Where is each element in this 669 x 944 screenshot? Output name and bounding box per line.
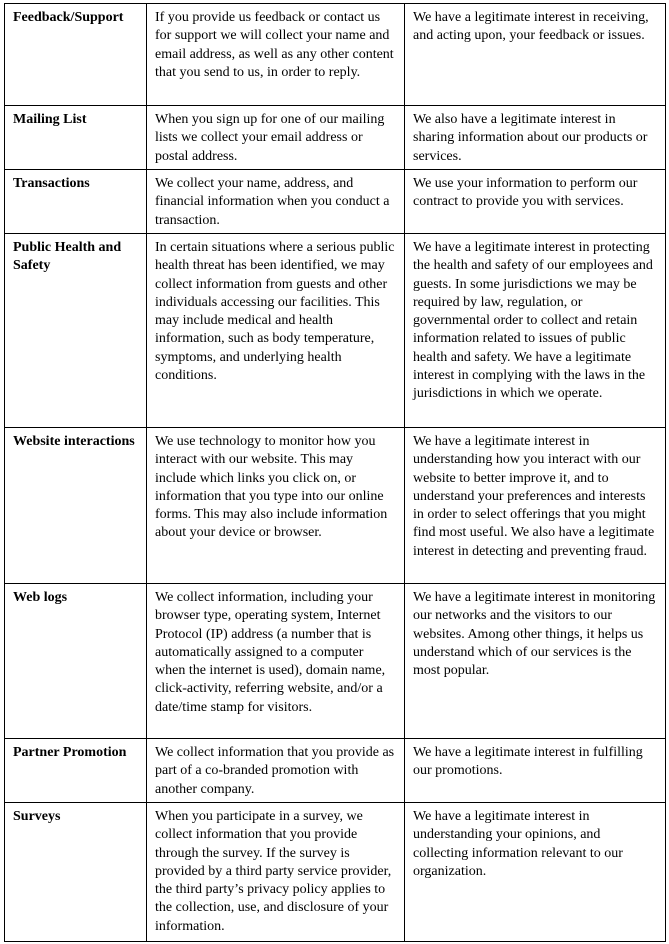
legal-basis-cell: We have a legitimate interest in understanding how you interact with our website to better improve it, and to understand your preferences and interests in order to select offerings that you might find most useful. We also have a legitimate interest in detecting and preventing fraud.: [405, 428, 666, 584]
collection-cell: We collect information, including your browser type, operating system, Internet Protocol (IP) address (a number that is automatically assigned to a computer when the internet is used), domain name, click-activity, referring website, and/or a date/time stamp for visitors.: [147, 584, 405, 739]
category-cell: Website interactions: [5, 428, 147, 584]
category-cell: Mailing List: [5, 106, 147, 170]
collection-cell: When you participate in a survey, we collect information that you provide through the survey. If the survey is provided by a third party service provider, the third party’s privacy policy applies to the collection, use, and disclosure of your information.: [147, 803, 405, 942]
category-cell: Public Health and Safety: [5, 234, 147, 428]
collection-cell: We collect information that you provide as part of a co-branded promotion with another company.: [147, 739, 405, 803]
collection-cell: We use technology to monitor how you interact with our website. This may include which links you click on, or information that you type into our online forms. This may also include information about your device or browser.: [147, 428, 405, 584]
legal-basis-cell: We use your information to perform our contract to provide you with services.: [405, 170, 666, 234]
category-cell: Transactions: [5, 170, 147, 234]
legal-basis-cell: We have a legitimate interest in fulfilling our promotions.: [405, 739, 666, 803]
legal-basis-cell: We also have a legitimate interest in sharing information about our products or services.: [405, 106, 666, 170]
collection-cell: We collect your name, address, and financial information when you conduct a transaction.: [147, 170, 405, 234]
table-row: [5, 234, 666, 428]
collection-cell: When you sign up for one of our mailing lists we collect your email address or postal address.: [147, 106, 405, 170]
table-row: [5, 106, 666, 170]
table-row: [5, 803, 666, 942]
collection-cell: In certain situations where a serious public health threat has been identified, we may collect information from guests and other individuals accessing our facilities. This may include medical and health information, such as body temperature, symptoms, and underlying health conditions.: [147, 234, 405, 428]
privacy-data-table: [4, 3, 666, 942]
table-row: [5, 170, 666, 234]
legal-basis-cell: We have a legitimate interest in understanding your opinions, and collecting information relevant to our organization.: [405, 803, 666, 942]
table-row: [5, 428, 666, 584]
category-cell: Web logs: [5, 584, 147, 739]
legal-basis-cell: We have a legitimate interest in protecting the health and safety of our employees and guests. In some jurisdictions we may be required by law, regulation, or governmental order to collect and retain information related to issues of public health and safety. We have a legitimate interest in complying with the laws in the jurisdictions in which we operate.: [405, 234, 666, 428]
category-cell: Partner Promotion: [5, 739, 147, 803]
legal-basis-cell: We have a legitimate interest in receiving, and acting upon, your feedback or issues.: [405, 4, 666, 106]
category-cell: Surveys: [5, 803, 147, 942]
table-row: [5, 4, 666, 106]
collection-cell: If you provide us feedback or contact us for support we will collect your name and email address, as well as any other content that you send to us, in order to reply.: [147, 4, 405, 106]
legal-basis-cell: We have a legitimate interest in monitoring our networks and the visitors to our websites. Among other things, it helps us understand which of our services is the most popular.: [405, 584, 666, 739]
table-row: [5, 739, 666, 803]
table-row: [5, 584, 666, 739]
category-cell: Feedback/Support: [5, 4, 147, 106]
